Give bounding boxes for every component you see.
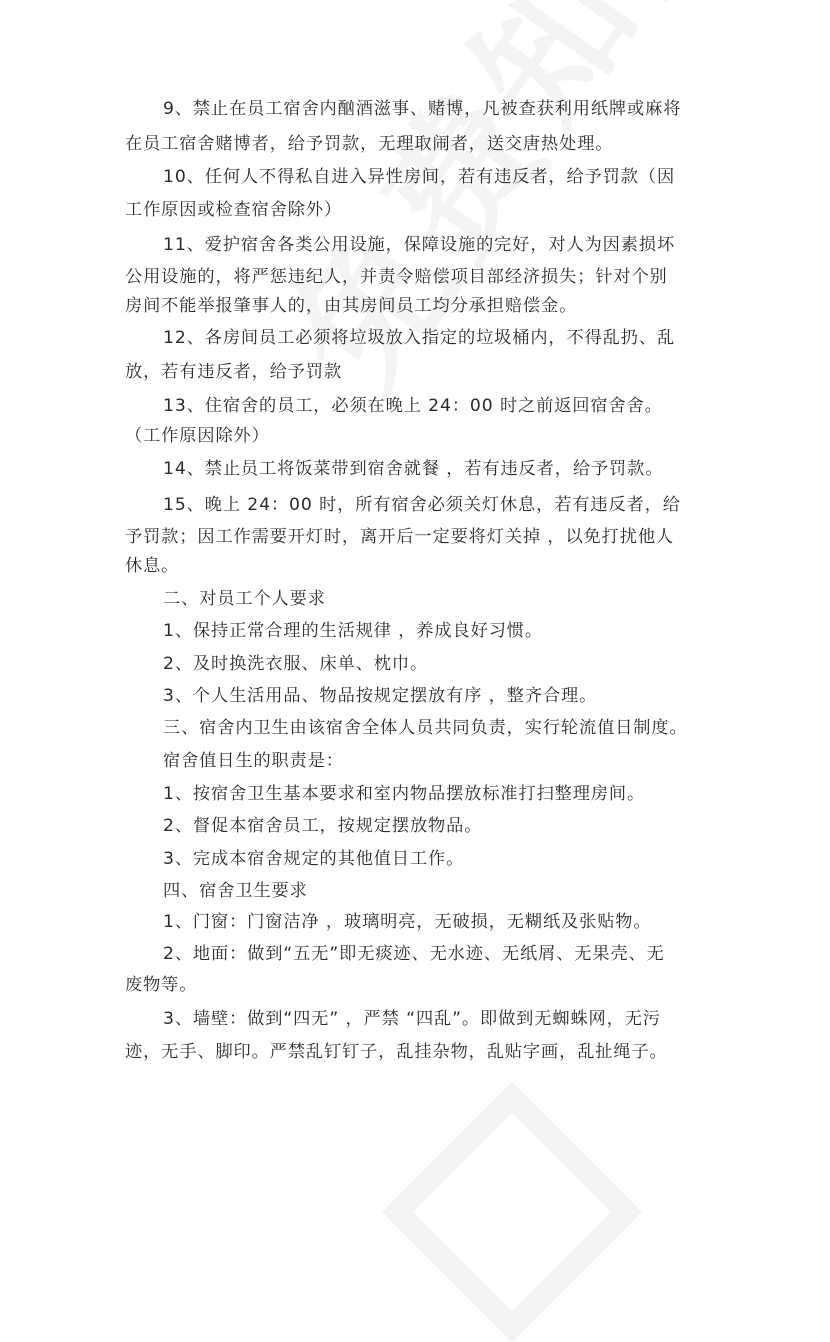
text-line: 10、任何人不得私自进入异性房间，若有违反者，给予罚款（因 <box>163 167 676 187</box>
text-line: 予罚款；因工作需要开灯时，离开后一定要将灯关掉 ，以免打扰他人 <box>125 527 674 547</box>
text-line: 1、保持正常合理的生活规律 ，养成良好习惯。 <box>163 621 543 641</box>
text-line: 11、爱护宿舍各类公用设施，保障设施的完好，对人为因素损坏 <box>163 235 676 255</box>
text-line: 宿舍值日生的职责是： <box>163 751 344 771</box>
section-heading: 二、对员工个人要求 <box>163 589 326 609</box>
text-line: 休息。 <box>125 556 180 576</box>
watermark-shape <box>382 1082 642 1342</box>
text-line: 12、各房间员工必须将垃圾放入指定的垃圾桶内，不得乱扔、乱 <box>163 328 676 348</box>
text-line: 15、晚上 24：00 时，所有宿舍必须关灯休息，若有违反者，给 <box>163 495 681 515</box>
text-line: 1、门窗：门窗洁净 ，玻璃明亮，无破损，无糊纸及张贴物。 <box>163 912 652 932</box>
text-line: 2、及时换洗衣服、床单、枕巾。 <box>163 654 429 674</box>
text-line: 13、住宿舍的员工，必须在晚上 24：00 时之前返回宿舍舍。 <box>163 396 663 416</box>
text-line: 9、禁止在员工宿舍内酗酒滋事、赌博，凡被查获利用纸牌或麻将 <box>163 99 682 119</box>
text-line: 工作原因或检查宿舍除外） <box>125 200 343 220</box>
text-line: 3、完成本宿舍规定的其他值日工作。 <box>163 849 465 869</box>
text-line: 3、墙壁：做到“四无” ，严禁 “四乱”。即做到无蜘蛛网，无污 <box>163 1009 661 1029</box>
text-line: 2、督促本宿舍员工，按规定摆放物品。 <box>163 816 483 836</box>
text-line: 迹，无手、脚印。严禁乱钉钉子，乱挂杂物，乱贴字画，乱扯绳子。 <box>125 1042 668 1062</box>
text-line: 2、地面：做到“五无”即无痰迹、无水迹、无纸屑、无果壳、无 <box>163 944 665 964</box>
text-line: 房间不能举报肇事人的，由其房间员工均分承担赔偿金。 <box>125 296 578 316</box>
text-line: （工作原因除外） <box>125 426 270 446</box>
text-line: 1、按宿舍卫生基本要求和室内物品摆放标准打扫整理房间。 <box>163 784 646 804</box>
text-line: 在员工宿舍赌博者，给予罚款，无理取闹者，送交唐热处理。 <box>125 134 614 154</box>
text-line: 3、个人生活用品、物品按规定摆放有序 ，整齐合理。 <box>163 686 598 706</box>
text-line: 公用设施的，将严惩违纪人，并责令赔偿项目部经济损失；针对个别 <box>125 267 668 287</box>
section-heading: 四、宿舍卫生要求 <box>163 881 308 901</box>
text-line: 14、禁止员工将饭菜带到宿舍就餐 ，若有违反者，给予罚款。 <box>163 459 664 479</box>
text-line: 放，若有违反者，给予罚款 <box>125 362 343 382</box>
text-line: 废物等。 <box>125 975 198 995</box>
section-heading: 三、宿舍内卫生由该宿舍全体人员共同负责，实行轮流值日制度。 <box>163 718 688 738</box>
